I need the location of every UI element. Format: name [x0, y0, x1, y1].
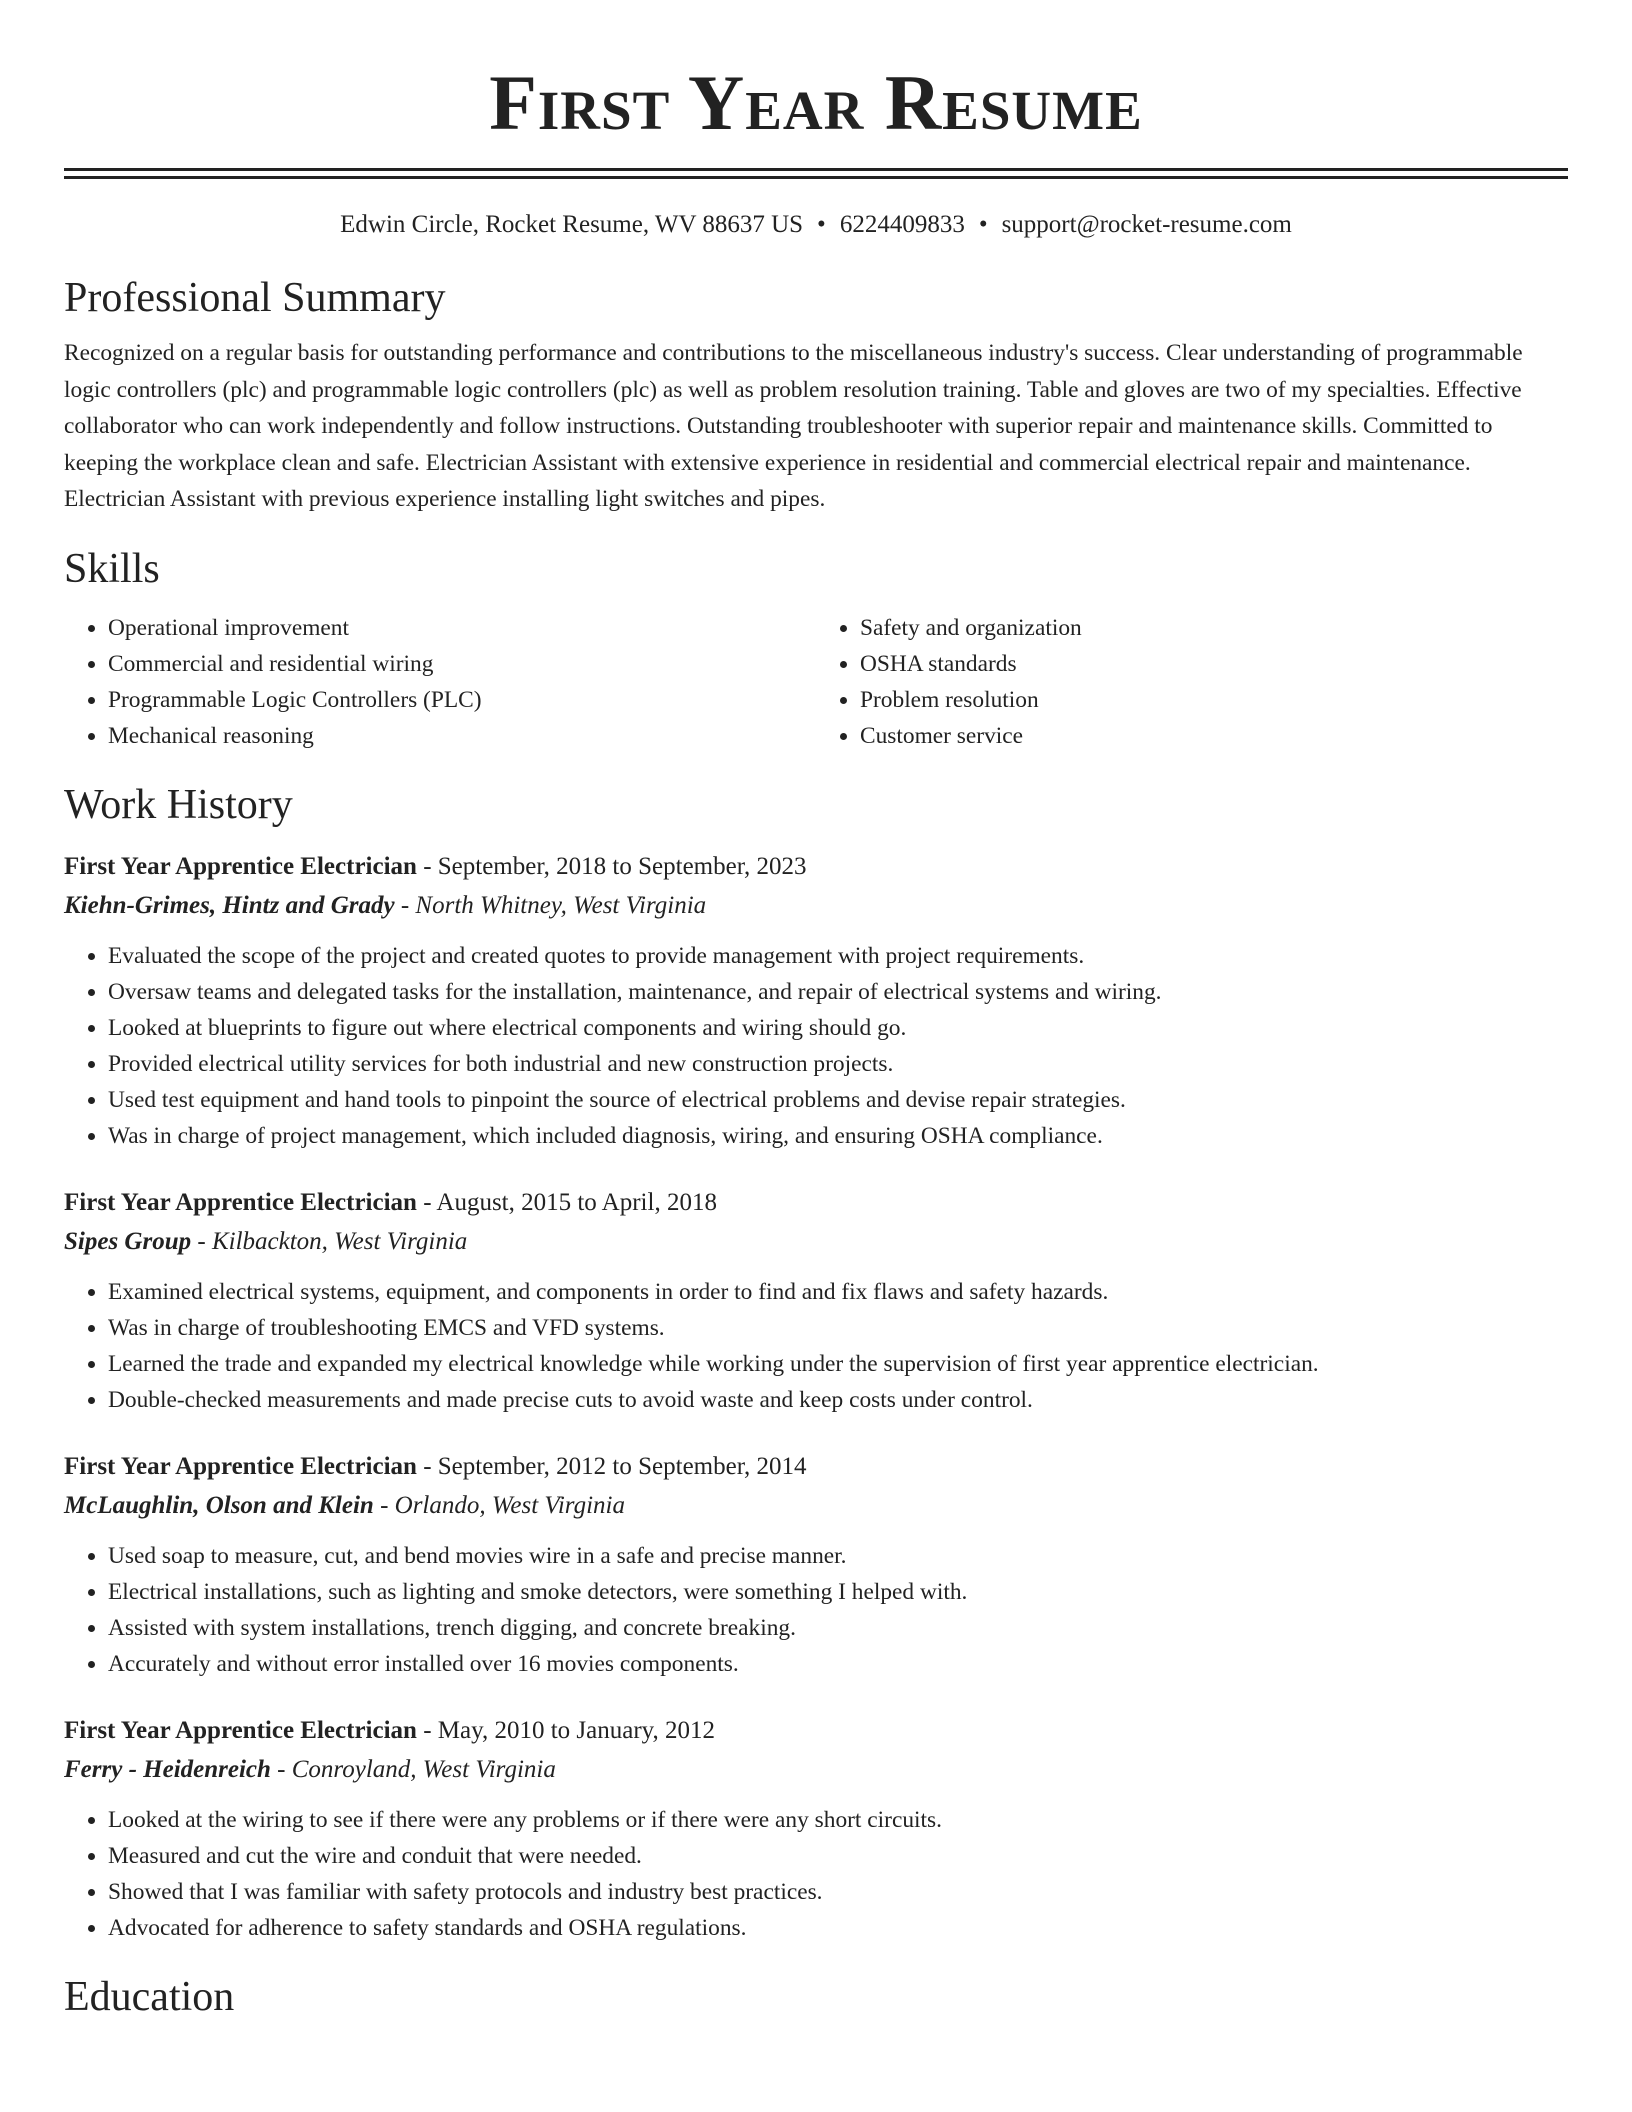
- job-dates: - May, 2010 to January, 2012: [416, 1716, 716, 1744]
- job-title: First Year Apprentice Electrician: [64, 1188, 417, 1216]
- job-bullet: • Electrical installations, such as lighting and smoke detectors, were something I helped with.: [108, 1574, 1568, 1610]
- contact-separator: •: [817, 211, 826, 238]
- job-bullet: • Oversaw teams and delegated tasks for the installation, maintenance, and repair of electrical systems and wiring.: [108, 974, 1568, 1010]
- job-company-line: [64, 1486, 1568, 1526]
- job-company-line: [64, 1222, 1568, 1262]
- job-bullets: [64, 1274, 1568, 1418]
- education-heading: Education: [64, 1973, 235, 2020]
- job-entry: [64, 848, 1568, 1154]
- job-bullet: • Looked at the wiring to see if there were any problems or if there were any short circuits.: [108, 1802, 1568, 1838]
- skill-item: • Operational improvement: [108, 610, 816, 646]
- job-bullet: • Provided electrical utility services for both industrial and new construction projects.: [108, 1046, 1568, 1082]
- job-location: - Kilbackton, West Virginia: [191, 1227, 468, 1255]
- job-entry: [64, 1184, 1568, 1418]
- job-bullet: • Examined electrical systems, equipment, and components in order to find and fix flaws and safety hazards.: [108, 1274, 1568, 1310]
- job-dates: - August, 2015 to April, 2018: [416, 1188, 717, 1216]
- job-bullet: • Used test equipment and hand tools to pinpoint the source of electrical problems and devise repair strategies.: [108, 1082, 1568, 1118]
- contact-separator: •: [978, 211, 988, 238]
- job-title: First Year Apprentice Electrician: [64, 1716, 417, 1744]
- job-location: - Conroyland, West Virginia: [270, 1755, 556, 1783]
- job-title-line: [64, 1448, 1568, 1486]
- job-title: First Year Apprentice Electrician: [64, 1452, 417, 1480]
- job-bullet: • Learned the trade and expanded my electrical knowledge while working under the supervision of first year apprentice electrician.: [108, 1346, 1568, 1382]
- job-bullet: • Assisted with system installations, trench digging, and concrete breaking.: [108, 1610, 1568, 1646]
- job-company-line: [64, 886, 1568, 926]
- job-bullet: • Evaluated the scope of the project and created quotes to provide management with project requirements.: [108, 938, 1568, 974]
- job-company: Kiehn-Grimes, Hintz and Grady: [64, 891, 395, 919]
- contact-address: Edwin Circle, Rocket Resume, WV 88637 US: [340, 211, 804, 238]
- job-entry: [64, 1448, 1568, 1682]
- skill-item: • Mechanical reasoning: [108, 718, 816, 754]
- job-company: Sipes Group: [64, 1227, 192, 1255]
- job-dates: - September, 2018 to September, 2023: [416, 852, 807, 880]
- job-bullet: • Looked at blueprints to figure out where electrical components and wiring should go.: [108, 1010, 1568, 1046]
- job-title: First Year Apprentice Electrician: [64, 852, 417, 880]
- skill-item: • Commercial and residential wiring: [108, 646, 816, 682]
- job-bullet: • Was in charge of project management, which included diagnosis, wiring, and ensuring OSHA compliance.: [108, 1118, 1568, 1154]
- job-title-line: [64, 1184, 1568, 1222]
- job-company-line: [64, 1750, 1568, 1790]
- job-bullet: • Used soap to measure, cut, and bend movies wire in a safe and precise manner.: [108, 1538, 1568, 1574]
- skill-item: • Programmable Logic Controllers (PLC): [108, 682, 816, 718]
- job-title-line: [64, 848, 1568, 886]
- work-history-heading: Work History: [64, 781, 293, 828]
- title-divider: [64, 168, 1568, 179]
- resume-title: First Year Resume: [489, 59, 1143, 146]
- skills-column-left: [64, 610, 816, 754]
- job-title-line: [64, 1712, 1568, 1750]
- job-bullet: • Was in charge of troubleshooting EMCS and VFD systems.: [108, 1310, 1568, 1346]
- job-dates: - September, 2012 to September, 2014: [416, 1452, 807, 1480]
- job-company: McLaughlin, Olson and Klein: [64, 1491, 374, 1519]
- skills-heading: Skills: [64, 545, 160, 592]
- skill-item: • OSHA standards: [860, 646, 1568, 682]
- job-bullet: • Advocated for adherence to safety standards and OSHA regulations.: [108, 1910, 1568, 1946]
- summary-heading: Professional Summary: [64, 275, 446, 321]
- job-bullets: [64, 1538, 1568, 1682]
- summary-text: Recognized on a regular basis for outstanding performance and contributions to the miscellaneous industry's success. Clear understanding of programmable logic controllers (plc) and programmable logic controllers (plc) as well as problem resolution training. Table and gloves are two of my specialties. Effective collaborator who can work independently and follow instructions. Outstanding troubleshooter with superior repair and maintenance skills. Committed to keeping the workplace clean and safe. Electrician Assistant with extensive experience in residential and commercial electrical repair and maintenance. Electrician Assistant with previous experience installing light switches and pipes.: [64, 340, 1523, 513]
- job-bullet: • Double-checked measurements and made precise cuts to avoid waste and keep costs under control.: [108, 1382, 1568, 1418]
- skills-column-right: [816, 610, 1568, 754]
- job-company: Ferry - Heidenreich: [64, 1755, 271, 1783]
- job-location: - Orlando, West Virginia: [373, 1491, 625, 1519]
- contact-email: support@rocket-resume.com: [1001, 211, 1292, 238]
- job-bullet: • Accurately and without error installed over 16 movies components.: [108, 1646, 1568, 1682]
- contact-phone: 6224409833: [839, 211, 965, 238]
- skill-item: • Problem resolution: [860, 682, 1568, 718]
- job-entry: [64, 1712, 1568, 1946]
- job-bullet: • Measured and cut the wire and conduit that were needed.: [108, 1838, 1568, 1874]
- job-bullet: • Showed that I was familiar with safety protocols and industry best practices.: [108, 1874, 1568, 1910]
- contact-line: [64, 209, 1568, 241]
- job-bullets: [64, 938, 1568, 1154]
- job-bullets: [64, 1802, 1568, 1946]
- skill-item: • Customer service: [860, 718, 1568, 754]
- skills-list: [64, 610, 1568, 754]
- job-location: - North Whitney, West Virginia: [394, 891, 707, 919]
- skill-item: • Safety and organization: [860, 610, 1568, 646]
